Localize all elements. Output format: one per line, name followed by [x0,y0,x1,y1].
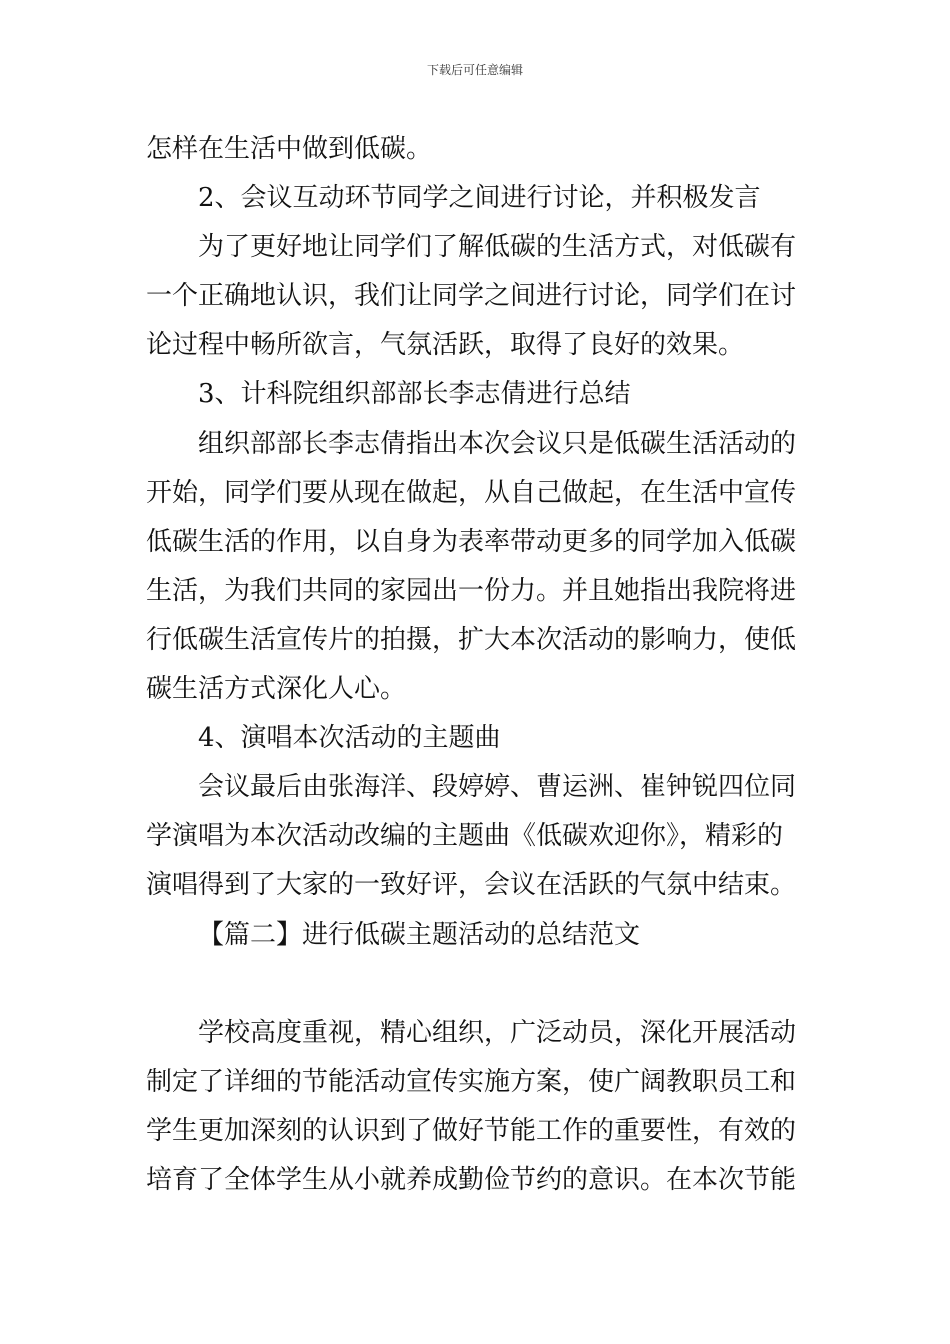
paragraph-line: 一个正确地认识，我们让同学之间进行讨论，同学们在讨 [146,281,797,312]
paragraph-line: 怎样在生活中做到低碳。 [146,134,433,164]
paragraph-line: 学校高度重视，精心组织，广泛动员，深化开展活动 [198,1017,797,1048]
blank-line [146,960,806,1009]
paragraph-line: 演唱得到了大家的一致好评，会议在活跃的气氛中结束。 [146,870,797,901]
paragraph-line: 低碳生活的作用，以自身为表率带动更多的同学加入低碳 [146,526,797,557]
paragraph-line: 会议最后由张海洋、段婷婷、曹运洲、崔钟锐四位同 [198,772,797,803]
paragraph-line: 开始，同学们要从现在做起，从自己做起，在生活中宣传 [146,477,797,508]
paragraph-line: 学生更加深刻的认识到了做好节能工作的重要性，有效的 [146,1115,797,1146]
section-heading-3: 3、计科院组织部部长李志倩进行总结 [198,379,631,410]
paragraph-line: 生活，为我们共同的家园出一份力。并且她指出我院将进 [146,575,797,606]
paragraph-line: 碳生活方式深化人心。 [146,674,407,705]
section-heading-2: 2、会议互动环节同学之间进行讨论，并积极发言 [198,183,761,214]
page-header: 下载后可任意编辑 [426,63,523,77]
paragraph-line: 制定了详细的节能活动宣传实施方案，使广阔教职员工和 [146,1066,797,1097]
paragraph-line: 论过程中畅所欲言，气氛活跃，取得了良好的效果。 [146,330,745,361]
paragraph-line: 为了更好地让同学们了解低碳的生活方式，对低碳有 [198,232,797,263]
paragraph-line: 培育了全体学生从小就养成勤俭节约的意识。在本次节能 [146,1164,797,1195]
document-body [146,125,806,1205]
paragraph-line: 组织部部长李志倩指出本次会议只是低碳生活活动的 [198,428,797,459]
section-heading-4: 4、演唱本次活动的主题曲 [198,723,501,754]
paragraph-line: 行低碳生活宣传片的拍摄，扩大本次活动的影响力，使低 [146,624,797,655]
paragraph-line: 学演唱为本次活动改编的主题曲《低碳欢迎你》，精彩的 [146,821,784,852]
article-title: 【篇二】进行低碳主题活动的总结范文 [198,919,641,950]
